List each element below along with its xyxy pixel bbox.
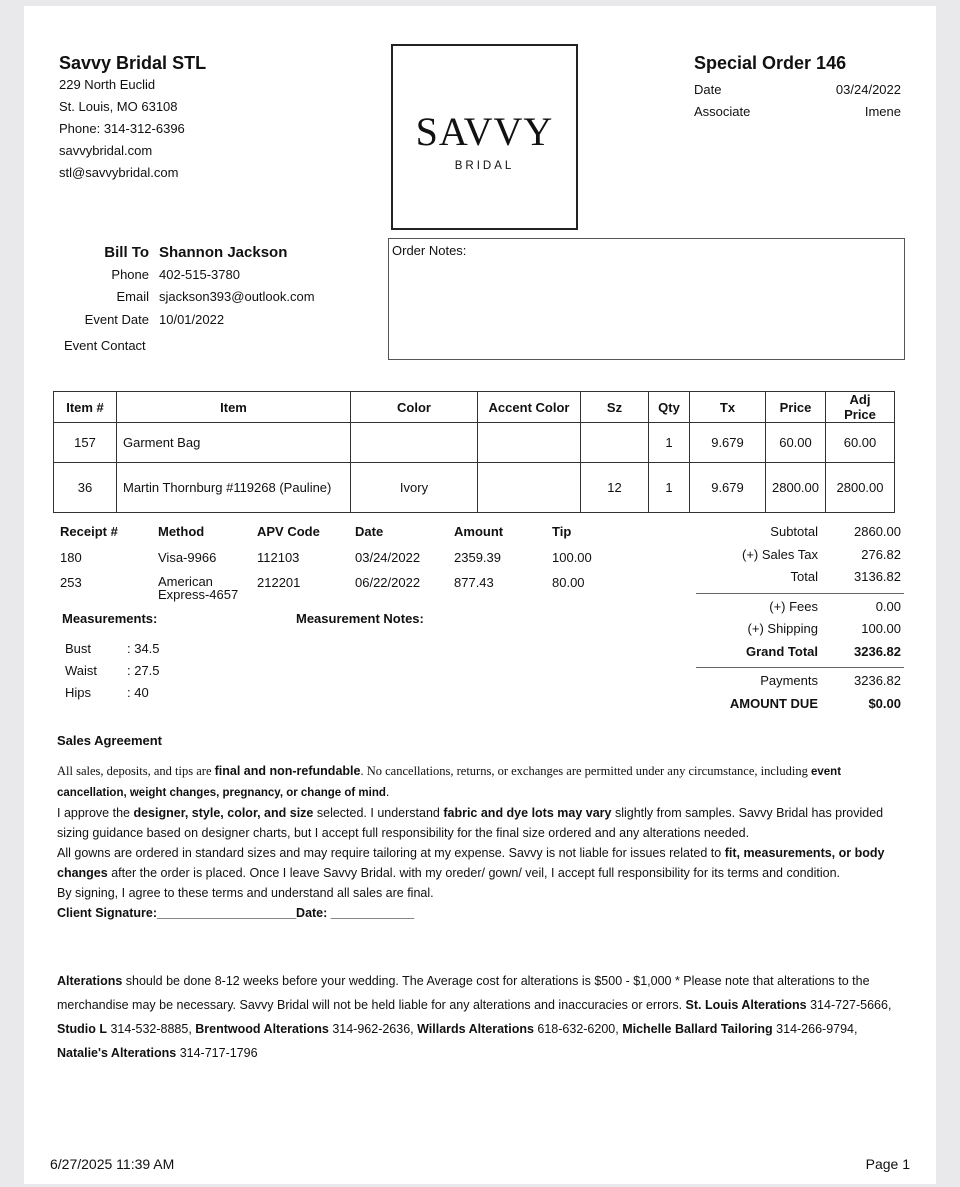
cell-color: Ivory <box>351 463 478 513</box>
col-accent-color: Accent Color <box>478 392 581 423</box>
receipt-tip: 80.00 <box>552 575 585 590</box>
order-title: Special Order 146 <box>694 53 847 73</box>
cell-item: Martin Thornburg #119268 (Pauline) <box>117 463 351 513</box>
cell-item-number: 157 <box>54 423 117 463</box>
subtotal-label: Subtotal <box>770 524 818 539</box>
cell-adj-price: 60.00 <box>826 423 895 463</box>
shipping-value: 100.00 <box>861 621 901 636</box>
subtotal-value: 2860.00 <box>854 524 901 539</box>
store-address-line2: St. Louis, MO 63108 <box>59 99 178 114</box>
email-label: Email <box>116 289 149 304</box>
col-tax: Tx <box>690 392 766 423</box>
store-name: Savvy Bridal STL <box>59 53 207 73</box>
sales-tax-value: 276.82 <box>861 547 901 562</box>
col-size: Sz <box>581 392 649 423</box>
alterations-notice: Alterations should be done 8-12 weeks before your wedding. The Average cost for alterations is $500 - $1,000 * Please note that alterations to the merchandise may be necessary. Savvy Bridal will not be held liable for any alterations and inaccuracies or errors. St. Louis Alterations 314-727-5666, Studio L 314-532-8885, Brentwood Alterations 314-962-2636, Willards Alterations 618-632-6200, Michelle Ballard Tailoring 314-266-9794, Natalie's Alterations 314-717-1796 <box>57 974 892 1060</box>
receipt-col-amount: Amount <box>454 524 504 539</box>
receipt-amount: 877.43 <box>454 575 494 590</box>
cell-price: 60.00 <box>766 423 826 463</box>
sales-agreement-title: Sales Agreement <box>57 733 163 748</box>
agreement-paragraph-4: By signing, I agree to these terms and understand all sales are final. <box>57 886 434 900</box>
col-adj-price: Adj Price <box>826 392 895 423</box>
bust-value: : 34.5 <box>127 641 160 656</box>
cell-item: Garment Bag <box>117 423 351 463</box>
measurements-title: Measurements: <box>62 611 158 626</box>
col-item-number: Item # <box>54 392 117 423</box>
receipt-date: 03/24/2022 <box>355 550 421 565</box>
phone-label: Phone <box>111 267 149 282</box>
grand-total-label: Grand Total <box>746 644 818 659</box>
totals-divider <box>696 667 904 668</box>
grand-total-value: 3236.82 <box>854 644 901 659</box>
bill-to-label: Bill To <box>104 244 149 261</box>
agreement-paragraph-3: All gowns are ordered in standard sizes and may require tailoring at my expense. Savvy is not liable for issues related to fit, measurements, or body changes after the order is placed. Once I leave Savvy Bridal. with my oreder/ gown/ veil, I accept full responsibility for its terms and condition. <box>57 846 885 880</box>
order-date-label: Date <box>694 82 722 97</box>
agreement-paragraph-1: All sales, deposits, and tips are final and non-refundable. No cancellations, returns, or exchanges are permitted under any circumstance, including event cancellation, weight changes, pregnancy, or change of mind. <box>57 764 842 799</box>
customer-email: sjackson393@outlook.com <box>159 289 315 304</box>
receipt-col-number: Receipt # <box>60 524 118 539</box>
order-date: 03/24/2022 <box>835 82 901 97</box>
client-signature-line: Client Signature:____________________Date: ____________ <box>57 906 415 920</box>
agreement-text <box>57 761 897 923</box>
col-qty: Qty <box>649 392 690 423</box>
measurement-notes-title: Measurement Notes: <box>296 611 424 626</box>
totals-divider <box>696 593 904 594</box>
receipt-col-date: Date <box>355 524 384 539</box>
cell-accent-color <box>478 463 581 513</box>
cell-size <box>581 423 649 463</box>
amount-due-label: AMOUNT DUE <box>729 696 818 711</box>
store-email: stl@savvybridal.com <box>59 165 179 180</box>
cell-tax: 9.679 <box>690 463 766 513</box>
shipping-label: (+) Shipping <box>747 621 818 636</box>
agreement-paragraph-2: I approve the designer, style, color, and size selected. I understand fabric and dye lots may vary slightly from samples. Savvy Bridal has provided sizing guidance based on designer charts, but I accept full responsibility for the final size ordered and any alterations needed. <box>57 806 884 840</box>
receipt-method: American Express-4657 <box>158 574 239 602</box>
receipt-col-method: Method <box>158 524 205 539</box>
logo-subtitle: BRIDAL <box>454 160 515 172</box>
associate-name: Imene <box>864 104 901 119</box>
store-phone: Phone: 314-312-6396 <box>59 121 185 136</box>
receipt-col-tip: Tip <box>552 524 572 539</box>
receipt-amount: 2359.39 <box>454 550 501 565</box>
event-date: 10/01/2022 <box>159 312 225 327</box>
fees-value: 0.00 <box>875 599 901 614</box>
store-website: savvybridal.com <box>59 143 153 158</box>
receipt-date: 06/22/2022 <box>355 575 421 590</box>
hips-label: Hips <box>65 685 92 700</box>
waist-label: Waist <box>65 663 98 678</box>
hips-value: : 40 <box>127 685 149 700</box>
associate-label: Associate <box>694 104 751 119</box>
receipt-method: Visa-9966 <box>158 550 217 565</box>
receipt-number: 253 <box>60 575 82 590</box>
invoice-page <box>24 6 936 1184</box>
cell-price: 2800.00 <box>766 463 826 513</box>
amount-due-value: $0.00 <box>868 696 901 711</box>
items-table <box>53 391 895 513</box>
bust-label: Bust <box>65 641 92 656</box>
customer-name: Shannon Jackson <box>159 244 288 261</box>
cell-accent-color <box>478 423 581 463</box>
event-date-label: Event Date <box>84 312 149 327</box>
receipt-apv: 112103 <box>257 550 300 565</box>
logo <box>391 44 578 230</box>
cell-qty: 1 <box>649 463 690 513</box>
cell-qty: 1 <box>649 423 690 463</box>
total-label: Total <box>790 569 818 584</box>
cell-adj-price: 2800.00 <box>826 463 895 513</box>
cell-size: 12 <box>581 463 649 513</box>
fees-label: (+) Fees <box>769 599 818 614</box>
page-number: Page 1 <box>865 1156 910 1172</box>
cell-item-number: 36 <box>54 463 117 513</box>
store-address-line1: 229 North Euclid <box>59 77 156 92</box>
sales-tax-label: (+) Sales Tax <box>742 547 818 562</box>
receipt-col-apv: APV Code <box>257 524 320 539</box>
total-value: 3136.82 <box>854 569 901 584</box>
items-header-row <box>54 392 895 423</box>
receipt-tip: 100.00 <box>552 550 592 565</box>
order-notes-label: Order Notes: <box>392 243 467 258</box>
receipt-number: 180 <box>60 550 82 565</box>
order-notes-box <box>388 238 905 360</box>
cell-color <box>351 423 478 463</box>
col-color: Color <box>351 392 478 423</box>
event-contact-label: Event Contact <box>64 338 146 353</box>
cell-tax: 9.679 <box>690 423 766 463</box>
logo-wordmark: SAVVY <box>415 109 554 154</box>
col-item: Item <box>117 392 351 423</box>
waist-value: : 27.5 <box>127 663 160 678</box>
receipt-apv: 212201 <box>257 575 301 590</box>
customer-phone: 402-515-3780 <box>159 267 240 282</box>
payments-label: Payments <box>760 673 818 688</box>
col-price: Price <box>766 392 826 423</box>
table-row <box>54 423 895 463</box>
print-timestamp: 6/27/2025 11:39 AM <box>50 1156 175 1172</box>
payments-value: 3236.82 <box>854 673 901 688</box>
table-row <box>54 463 895 513</box>
